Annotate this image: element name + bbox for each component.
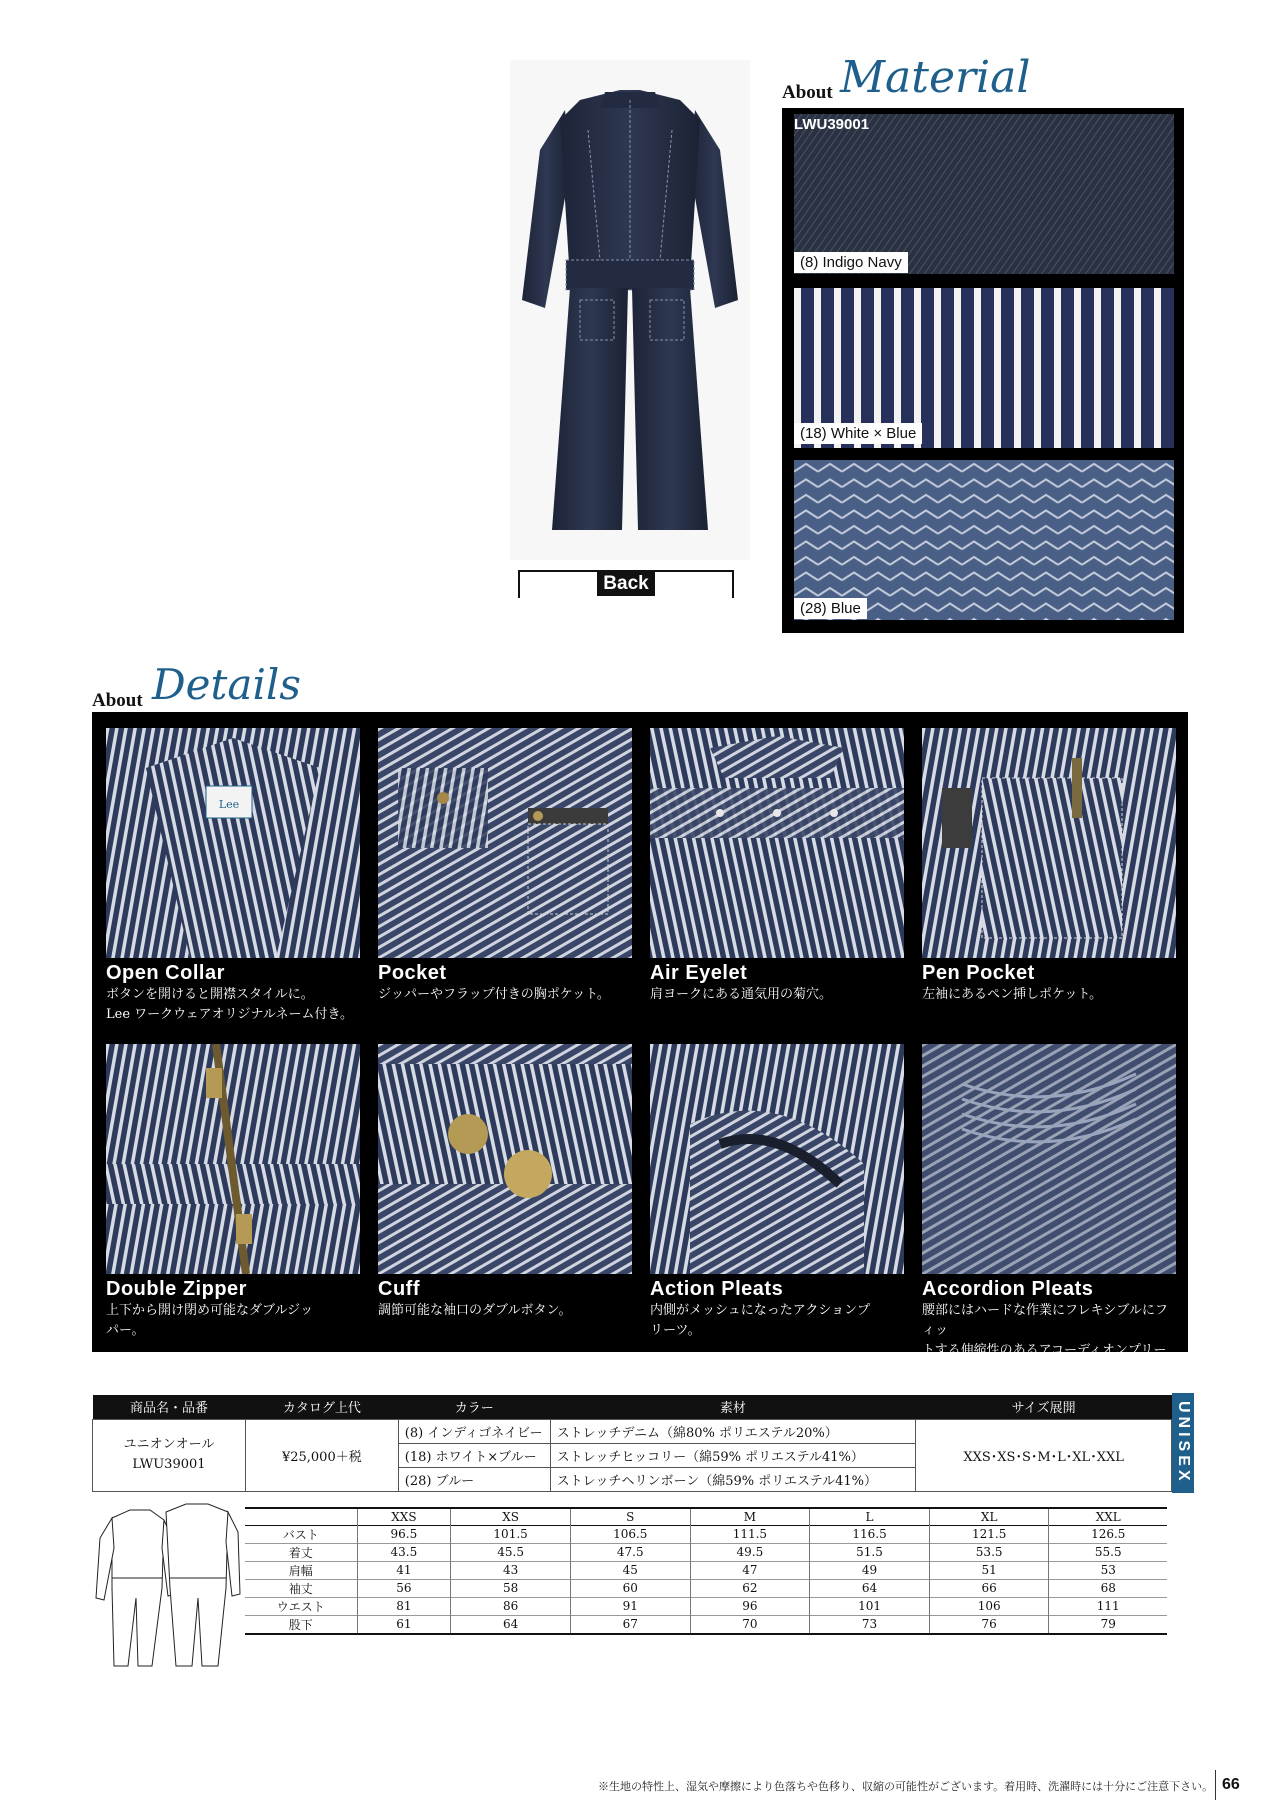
size-value: 47.5 — [570, 1543, 690, 1561]
detail-desc-line2: パー。 — [106, 1323, 145, 1338]
material-code: LWU39001 — [794, 116, 870, 133]
row-label: バスト — [282, 1527, 319, 1542]
size-value: 58 — [451, 1579, 571, 1597]
size-row-inseam — [245, 1615, 1167, 1634]
size-value: 51.5 — [810, 1543, 930, 1561]
details-about-text: About — [92, 690, 143, 711]
swatch-label-white-blue: (18) White × Blue — [794, 423, 922, 444]
size-value: 64 — [451, 1615, 571, 1634]
size-value: 79 — [1049, 1615, 1167, 1634]
color-cell: (8) インディゴネイビー — [398, 1419, 550, 1443]
coverall-back-photo — [510, 60, 750, 560]
product-table — [92, 1395, 1172, 1492]
size-value: 60 — [570, 1579, 690, 1597]
size-value: 101 — [810, 1597, 930, 1615]
air-eyelet-photo — [650, 728, 904, 958]
detail-title: Accordion Pleats — [922, 1278, 1094, 1300]
pen-pocket-photo — [922, 728, 1176, 958]
detail-title: Double Zipper — [106, 1278, 247, 1300]
size-value: 96 — [690, 1597, 810, 1615]
row-label: 肩幅 — [288, 1563, 313, 1578]
row-label: 着丈 — [288, 1545, 313, 1560]
detail-desc-line1: 上下から開け閉め可能なダブルジッ — [106, 1303, 314, 1318]
size-value: 61 — [357, 1615, 451, 1634]
size-col-xl: XL — [929, 1508, 1049, 1525]
detail-air-eyelet — [650, 728, 904, 1005]
size-value: 121.5 — [929, 1525, 1049, 1543]
back-label: Back — [597, 572, 655, 596]
coverall-line-diagram — [92, 1498, 242, 1672]
details-panel — [92, 712, 1188, 1378]
size-col-xs: XS — [451, 1508, 571, 1525]
detail-pocket — [378, 728, 632, 1005]
size-row-waist — [245, 1597, 1167, 1615]
size-value: 91 — [570, 1597, 690, 1615]
material-cell: ストレッチヘリンボーン（綿59% ポリエステル41%） — [550, 1467, 916, 1491]
size-col-s: S — [570, 1508, 690, 1525]
color-cell: (28) ブルー — [398, 1467, 550, 1491]
detail-desc-line2: Lee ワークウェアオリジナルネーム付き。 — [106, 1007, 353, 1022]
product-price: ¥25,000＋税 — [245, 1419, 398, 1491]
size-value: 96.5 — [357, 1525, 451, 1543]
product-sizes: XXS･XS･S･M･L･XL･XXL — [916, 1419, 1172, 1491]
material-heading: Material — [840, 52, 1031, 103]
size-col-xxl: XXL — [1049, 1508, 1167, 1525]
size-row-shoulder — [245, 1561, 1167, 1579]
color-cell: (18) ホワイト×ブルー — [398, 1443, 550, 1467]
size-value: 66 — [929, 1579, 1049, 1597]
detail-title: Open Collar — [106, 962, 225, 984]
size-value: 53 — [1049, 1561, 1167, 1579]
header-catalog-price: カタログ上代 — [245, 1395, 398, 1419]
size-value: 43 — [451, 1561, 571, 1579]
size-value: 106.5 — [570, 1525, 690, 1543]
detail-desc-line2: トする伸縮性のあるアコーディオンプリーツ。 — [922, 1343, 1167, 1378]
pocket-photo — [378, 728, 632, 958]
swatch-indigo-navy — [794, 114, 1174, 274]
detail-title: Pocket — [378, 962, 447, 984]
swatch-label-indigo-navy: (8) Indigo Navy — [794, 252, 908, 273]
size-table — [245, 1507, 1167, 1635]
size-value: 126.5 — [1049, 1525, 1167, 1543]
open-collar-photo — [106, 728, 360, 958]
size-value: 56 — [357, 1579, 451, 1597]
size-row-sleeve — [245, 1579, 1167, 1597]
accordion-pleats-photo — [922, 1044, 1176, 1274]
size-header-blank — [245, 1508, 357, 1525]
product-name: ユニオンオール — [123, 1437, 215, 1452]
size-value: 67 — [570, 1615, 690, 1634]
detail-desc-line1: 内側がメッシュになったアクションプ — [650, 1303, 871, 1318]
size-value: 116.5 — [810, 1525, 930, 1543]
header-color: カラー — [398, 1395, 550, 1419]
row-label: 股下 — [288, 1617, 313, 1632]
size-value: 70 — [690, 1615, 810, 1634]
product-name-cell — [93, 1419, 246, 1491]
material-swatch-panel — [782, 108, 1184, 633]
size-value: 111 — [1049, 1597, 1167, 1615]
footnote: ※生地の特性上、湿気や摩擦により色落ちや色移り、収縮の可能性がございます。着用時、洗濯時には十分にご注意下さい。 — [598, 1780, 1214, 1793]
double-zipper-photo — [106, 1044, 360, 1274]
detail-desc-line1: ジッパーやフラップ付きの胸ポケット。 — [378, 987, 610, 1002]
size-value: 49.5 — [690, 1543, 810, 1561]
size-value: 41 — [357, 1561, 451, 1579]
size-value: 106 — [929, 1597, 1049, 1615]
size-value: 73 — [810, 1615, 930, 1634]
size-value: 68 — [1049, 1579, 1167, 1597]
details-heading: Details — [152, 660, 301, 709]
detail-desc-line1: ボタンを開けると開襟スタイルに。 — [106, 987, 314, 1002]
swatch-blue — [794, 460, 1174, 620]
material-about-text: About — [782, 82, 833, 103]
size-value: 81 — [357, 1597, 451, 1615]
detail-desc-line1: 調節可能な袖口のダブルボタン。 — [378, 1303, 572, 1318]
detail-title: Cuff — [378, 1278, 420, 1300]
row-label: ウエスト — [276, 1599, 325, 1614]
size-value: 111.5 — [690, 1525, 810, 1543]
detail-desc-line1: 腰部にはハードな作業にフレキシブルにフィッ — [922, 1303, 1168, 1338]
header-material: 素材 — [550, 1395, 916, 1419]
detail-double-zipper — [106, 1044, 360, 1341]
detail-title: Action Pleats — [650, 1278, 784, 1300]
size-value: 86 — [451, 1597, 571, 1615]
header-product-name: 商品名・品番 — [93, 1395, 246, 1419]
size-value: 43.5 — [357, 1543, 451, 1561]
detail-title: Air Eyelet — [650, 962, 748, 984]
size-col-l: L — [810, 1508, 930, 1525]
material-cell: ストレッチヒッコリー（綿59% ポリエステル41%） — [550, 1443, 916, 1467]
material-cell: ストレッチデニム（綿80% ポリエステル20%） — [550, 1419, 916, 1443]
size-row-length — [245, 1543, 1167, 1561]
size-col-xxs: XXS — [357, 1508, 451, 1525]
size-value: 47 — [690, 1561, 810, 1579]
product-code: LWU39001 — [132, 1457, 206, 1472]
size-value: 64 — [810, 1579, 930, 1597]
detail-desc-line2: リーツ。 — [650, 1323, 701, 1338]
detail-pen-pocket — [922, 728, 1176, 1005]
size-value: 49 — [810, 1561, 930, 1579]
size-value: 76 — [929, 1615, 1049, 1634]
detail-cuff — [378, 1044, 632, 1321]
header-sizes: サイズ展開 — [916, 1395, 1172, 1419]
size-value: 45 — [570, 1561, 690, 1579]
size-value: 45.5 — [451, 1543, 571, 1561]
page-number: 66 — [1215, 1770, 1240, 1800]
size-col-m: M — [690, 1508, 810, 1525]
size-value: 55.5 — [1049, 1543, 1167, 1561]
detail-accordion-pleats — [922, 1044, 1176, 1381]
size-value: 62 — [690, 1579, 810, 1597]
svg-text:Lee: Lee — [218, 798, 240, 811]
detail-desc-line1: 肩ヨークにある通気用の菊穴。 — [650, 987, 833, 1002]
size-row-bust — [245, 1525, 1167, 1543]
unisex-badge: UNISEX — [1172, 1393, 1194, 1493]
cuff-photo — [378, 1044, 632, 1274]
detail-title: Pen Pocket — [922, 962, 1035, 984]
row-label: 袖丈 — [288, 1581, 313, 1596]
detail-action-pleats — [650, 1044, 904, 1341]
action-pleats-photo — [650, 1044, 904, 1274]
detail-open-collar — [106, 728, 360, 1025]
size-value: 51 — [929, 1561, 1049, 1579]
size-value: 53.5 — [929, 1543, 1049, 1561]
detail-desc-line1: 左袖にあるペン挿しポケット。 — [922, 987, 1103, 1002]
swatch-label-blue: (28) Blue — [794, 598, 867, 619]
size-value: 101.5 — [451, 1525, 571, 1543]
